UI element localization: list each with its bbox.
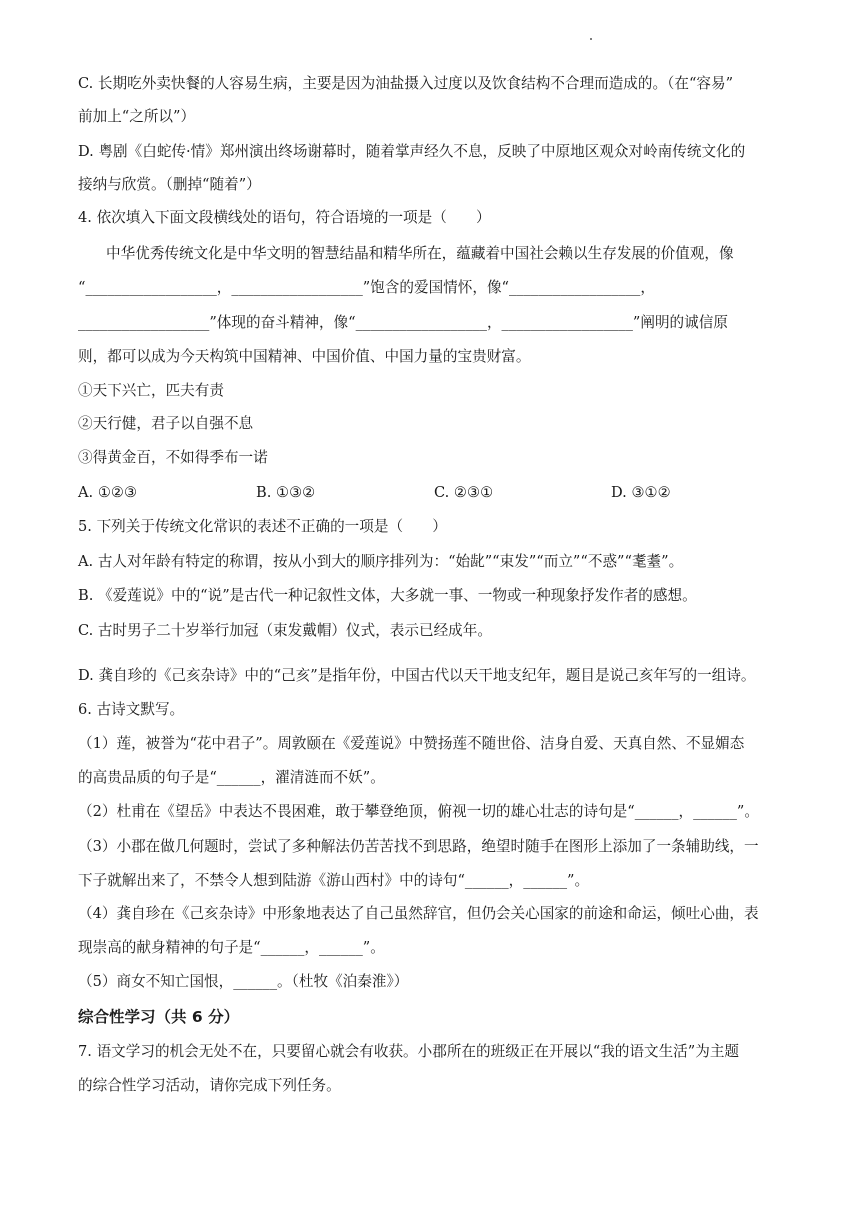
q5-option-a: A. 古人对年龄有特定的称谓，按从小到大的顺序排列为：“始龀”“束发”“而立”“不惑”“耄耋”。	[78, 553, 684, 570]
q4-item-1: ①天下兴亡，匹夫有责	[78, 382, 224, 399]
question-4: 4. 依次填入下面文段横线处的语句，符合语境的一项是（ ）	[78, 209, 491, 226]
q6-part-4-cont: 现崇高的献身精神的句子是“______，______”。	[78, 939, 385, 956]
question-6: 6. 古诗文默写。	[78, 701, 185, 718]
q6-part-3: （3）小郡在做几何题时，尝试了多种解法仍苦苦找不到思路，绝望时随手在图形上添加了一条辅助线，一	[78, 838, 759, 855]
q6-part-5: （5）商女不知亡国恨，______。（杜牧《泊秦淮》）	[78, 973, 409, 990]
q3-option-c: C. 长期吃外卖快餐的人容易生病，主要是因为油盐摄入过度以及饮食结构不合理而造成的。（在“容易”	[78, 75, 734, 92]
q6-part-1-cont: 的高贵品质的句子是“______，濯清涟而不妖”。	[78, 769, 385, 786]
q4-item-2: ②天行健，君子以自强不息	[78, 415, 254, 432]
q4-item-3: ③得黄金百，不如得季布一诺	[78, 449, 268, 466]
q4-passage-line-2: “__________________，__________________”饱含的爱国情怀，像“__________________，	[78, 279, 655, 296]
question-7: 7. 语文学习的机会无处不在，只要留心就会有收获。小郡所在的班级正在开展以“我的语文生活”为主题	[78, 1043, 740, 1060]
q6-part-1: （1）莲，被誉为“花中君子”。周敦颐在《爱莲说》中赞扬莲不随世俗、洁身自爱、天真自然、不显媚态	[78, 735, 745, 752]
q4-passage-line-3: __________________”体现的奋斗精神，像“__________________，__________________”阐明的诚信原	[78, 314, 728, 331]
q4-passage-line-1: 中华优秀传统文化是中华文明的智慧结晶和精华所在，蕴藏着中国社会赖以生存发展的价值观，像	[106, 245, 734, 262]
section-heading: 综合性学习（共 6 分）	[78, 1008, 240, 1026]
q5-option-b: B. 《爱莲说》中的“说”是古代一种记叙性文体，大多就一事、一物或一种现象抒发作者的感想。	[78, 587, 697, 604]
q4-option-a: A. ①②③	[78, 484, 138, 501]
q4-passage-line-4: 则，都可以成为今天构筑中国精神、中国价值、中国力量的宝贵财富。	[78, 348, 531, 365]
q5-option-c: C. 古时男子二十岁举行加冠（束发戴帽）仪式，表示已经成年。	[78, 622, 492, 639]
q6-part-3-cont: 下子就解出来了，不禁令人想到陆游《游山西村》中的诗句“______，______”。	[78, 872, 590, 889]
page-mark	[590, 38, 592, 40]
q3-option-d: D. 粤剧《白蛇传·情》郑州演出终场谢幕时，随着掌声经久不息，反映了中原地区观众对岭南传统文化的	[78, 143, 746, 160]
q4-option-b: B. ①③②	[256, 484, 316, 501]
q3-option-c-cont: 前加上“之所以”）	[78, 108, 196, 125]
q4-option-c: C. ②③①	[434, 484, 494, 501]
q6-part-2: （2）杜甫在《望岳》中表达不畏困难，敢于攀登绝顶，俯视一切的雄心壮志的诗句是“______，______”。	[78, 803, 759, 820]
q6-part-4: （4）龚自珍在《己亥杂诗》中形象地表达了自己虽然辞官，但仍会关心国家的前途和命运，倾吐心曲，表	[78, 905, 759, 922]
q4-option-d: D. ③①②	[611, 484, 671, 501]
question-7-cont: 的综合性学习活动，请你完成下列任务。	[78, 1077, 341, 1094]
q3-option-d-cont: 接纳与欣赏。（删掉“随着”）	[78, 176, 261, 193]
question-5: 5. 下列关于传统文化常识的表述不正确的一项是（ ）	[78, 518, 447, 535]
q5-option-d: D. 龚自珍的《己亥杂诗》中的“己亥”是指年份，中国古代以天干地支纪年，题目是说己亥年写的一组诗。	[78, 667, 756, 684]
